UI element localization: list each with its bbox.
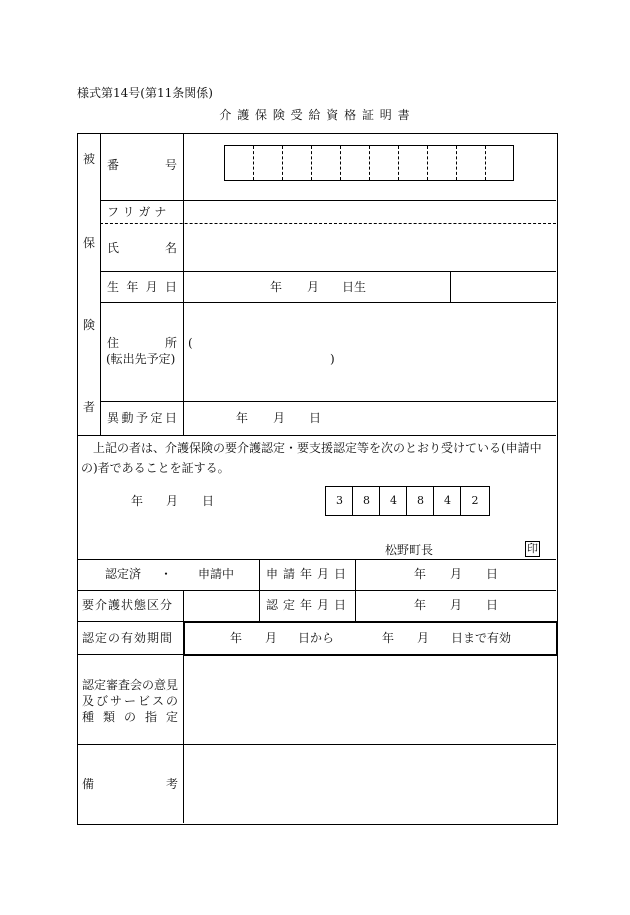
opinion-label-line-1: [82, 678, 178, 692]
address-label: [107, 336, 177, 350]
label-char: 生: [107, 280, 120, 294]
statement-line-1: 上記の者は、介護保険の要介護認定・要支援認定等を次のとおり受けている(申請中: [93, 441, 542, 455]
cert-day-unit: 日: [486, 598, 499, 612]
label-char: 日: [164, 280, 177, 294]
column-divider: [355, 559, 356, 621]
valid-from-month: 月: [265, 631, 278, 645]
status-done[interactable]: 認定済: [105, 567, 142, 581]
apply-date-label: [266, 567, 346, 581]
valid-period-label: 認定の有効期間: [82, 631, 174, 645]
furigana-label: フリガナ: [107, 205, 171, 219]
digit-divider: [406, 487, 407, 515]
insurer-digit: 8: [363, 494, 370, 507]
section-line: [77, 435, 556, 436]
label-char: 月: [145, 280, 158, 294]
label-char: 氏: [107, 241, 120, 255]
apply-month-unit: 月: [450, 567, 463, 581]
remarks-field[interactable]: [184, 745, 555, 822]
birth-month-unit: 月: [307, 280, 320, 294]
birth-label: [107, 280, 177, 294]
form-number: 様式第14号(第11条関係): [77, 86, 213, 100]
label-char: 所: [164, 336, 177, 350]
insured-label-char: 保: [82, 236, 95, 250]
insured-label-char: 険: [82, 318, 95, 332]
cert-month-unit: 月: [450, 598, 463, 612]
seal-mark: 印: [527, 542, 538, 555]
label-char: 認: [266, 598, 279, 612]
document-title: 介 護 保 険 受 給 資 格 証 明 書: [219, 108, 411, 122]
care-level-label: 要介護状態区分: [82, 598, 174, 612]
digit-divider: [352, 487, 353, 515]
label-char: 申: [266, 567, 279, 581]
apply-day-unit: 日: [486, 567, 499, 581]
birth-day-unit: 日生: [342, 280, 367, 294]
label-char: 日: [333, 598, 346, 612]
insurer-digit: 4: [444, 494, 451, 507]
label-char: 定: [150, 411, 163, 425]
valid-to-day: 日まで有効: [451, 631, 512, 645]
label-char: 年: [126, 280, 139, 294]
digit-divider: [460, 487, 461, 515]
insurer-number-boxes: [325, 486, 490, 516]
address-open-paren: (: [188, 336, 193, 350]
birth-year-unit: 年: [270, 280, 283, 294]
label-char: 考: [165, 777, 178, 791]
name-field[interactable]: [184, 224, 555, 270]
insured-label-char: 者: [82, 400, 95, 414]
row-line: [100, 401, 556, 402]
number-box-divider: [485, 146, 486, 180]
label-char: 日: [164, 411, 177, 425]
number-box-divider: [369, 146, 370, 180]
label-char: 名: [164, 241, 177, 255]
label-char: 月: [316, 598, 329, 612]
status-pending[interactable]: 申請中: [198, 567, 235, 581]
remarks-label: [82, 777, 178, 791]
number-label: [107, 158, 177, 172]
insurer-digit: 8: [417, 494, 424, 507]
label-char: 号: [164, 158, 177, 172]
name-label: [107, 241, 177, 255]
label-char: 年: [299, 567, 312, 581]
label-text: 認定審査会の意見: [82, 678, 179, 692]
row-line: [100, 271, 556, 272]
label-char: 日: [333, 567, 346, 581]
label-char: 月: [316, 567, 329, 581]
furigana-field[interactable]: [184, 201, 555, 222]
digit-divider: [433, 487, 434, 515]
certify-month-unit: 月: [166, 494, 179, 508]
label-char: 年: [299, 598, 312, 612]
move-day-unit: 日: [309, 411, 322, 425]
column-divider: [259, 559, 260, 621]
number-box-divider: [311, 146, 312, 180]
move-date-label: [107, 411, 177, 425]
opinion-label-line-3: 種類の指定: [82, 710, 188, 724]
number-box-divider: [456, 146, 457, 180]
section-line: [77, 559, 556, 560]
label-char: 番: [107, 158, 120, 172]
number-box-divider: [398, 146, 399, 180]
insurer-digit: 4: [390, 494, 397, 507]
number-box-divider: [253, 146, 254, 180]
apply-year-unit: 年: [414, 567, 427, 581]
cert-year-unit: 年: [414, 598, 427, 612]
label-char: 備: [82, 777, 95, 791]
insurer-digit: 2: [471, 494, 479, 507]
insurer-digit: 3: [336, 494, 343, 507]
number-box-divider: [427, 146, 428, 180]
opinion-field[interactable]: [184, 655, 555, 743]
insured-label-char: 被: [82, 152, 95, 166]
valid-to-month: 月: [417, 631, 430, 645]
label-char: 予: [135, 411, 148, 425]
address-close-paren: ): [330, 352, 335, 366]
digit-divider: [379, 487, 380, 515]
statement-line-2: の)者であることを証する。: [81, 461, 230, 475]
valid-from-year: 年: [230, 631, 243, 645]
label-char: 異: [107, 411, 120, 425]
label-char: 動: [121, 411, 134, 425]
row-line: [77, 590, 556, 591]
cert-date-label: [266, 598, 346, 612]
valid-to-year: 年: [382, 631, 395, 645]
label-char: 住: [107, 336, 120, 350]
number-box-divider: [340, 146, 341, 180]
label-char: 定: [282, 598, 295, 612]
status-separator: ・: [160, 567, 173, 581]
birth-row-divider: [450, 271, 451, 302]
care-level-field[interactable]: [184, 591, 258, 620]
row-line: [100, 302, 556, 303]
certify-day-unit: 日: [202, 494, 215, 508]
valid-from-day: 日から: [298, 631, 335, 645]
move-month-unit: 月: [273, 411, 286, 425]
insured-column-divider: [100, 133, 101, 435]
number-box-divider: [282, 146, 283, 180]
label-column-divider: [183, 133, 184, 435]
move-year-unit: 年: [236, 411, 249, 425]
certify-year-unit: 年: [131, 494, 144, 508]
issuer-name: 松野町長: [385, 543, 434, 557]
label-char: 請: [282, 567, 295, 581]
opinion-label-line-2: 及びサービスの: [82, 694, 181, 708]
address-sublabel: (転出先予定): [106, 352, 176, 366]
